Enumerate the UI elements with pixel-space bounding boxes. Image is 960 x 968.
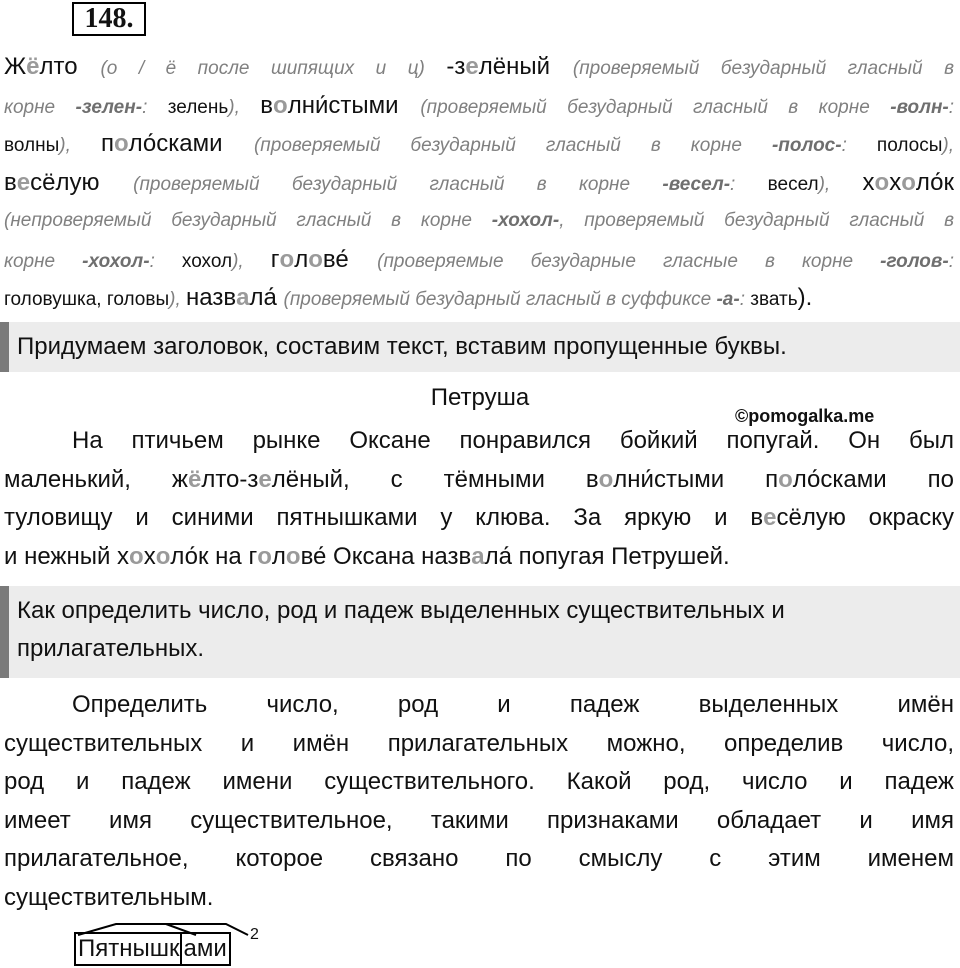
highlight-letter: о [155, 542, 171, 570]
comment: ), [59, 135, 101, 156]
comment: : [739, 289, 751, 310]
comment: , проверяемый безударный гласный в [559, 210, 954, 231]
answer-line: имеет имя существительное, такими признаками обладает и имя [4, 806, 954, 834]
highlight-letter: о [113, 130, 129, 157]
highlight-letter: ё [187, 465, 202, 493]
word-part: г [270, 245, 280, 273]
highlight-letter: о [874, 168, 890, 196]
word-stem: Пятнышк [78, 935, 180, 962]
parsed-word [74, 932, 231, 966]
example-word: в [4, 135, 14, 156]
comment: : [730, 173, 768, 195]
comment-root: -волн- [890, 96, 949, 118]
comment: ), [232, 250, 271, 272]
word-part: х [889, 168, 902, 196]
highlight-letter: а [471, 542, 485, 570]
highlight-letter: а [236, 284, 250, 311]
answer-text [4, 686, 954, 917]
answer-line: род и падеж имени существительного. Какой род, число и падеж [4, 768, 954, 795]
story-line [4, 461, 954, 500]
comment-root: -хохол- [491, 210, 560, 231]
highlight-letter: е [16, 168, 31, 196]
stressed-letter: о [210, 250, 221, 272]
story-line [4, 538, 954, 577]
text-part: сёлую окраску [776, 504, 954, 531]
word-part: лёный [478, 53, 573, 80]
example-word: зв [750, 289, 769, 310]
comment: корне [4, 250, 83, 272]
example-word: гол [4, 289, 32, 310]
text-part: лни́стыми п [613, 465, 779, 493]
parse-superscript: 2 [250, 926, 259, 943]
text-part: ве́ Оксана назв [300, 542, 472, 570]
example-word: вушка, г [42, 289, 114, 310]
answer-line: прилагательное, которое связано по смыслу с этим именем [4, 845, 954, 872]
stressed-letter: о [887, 135, 898, 156]
comment: ), [942, 135, 954, 156]
highlight-letter: о [129, 542, 144, 570]
text-part: лёный, с тёмными в [271, 465, 599, 493]
comment: (проверяемый безударный гласный в корне [133, 173, 663, 195]
word-part: х [862, 168, 875, 196]
banner-line: прилагательных. [17, 635, 205, 662]
comment: : [142, 96, 168, 118]
answer-line: существительным. [4, 883, 214, 911]
comment: (проверяемый безударный гласный в корне [253, 135, 772, 156]
paragraph-line [4, 87, 954, 126]
word-part: ве́ [322, 245, 378, 273]
comment: : [841, 135, 877, 156]
task-banner [0, 322, 960, 372]
highlight-letter: о [308, 245, 323, 273]
text-part: ла́ попугая Петрушей. [484, 542, 730, 570]
comment: : [948, 250, 954, 272]
text-part: х [143, 542, 156, 570]
comment: ), [818, 173, 863, 195]
word-part: ла́ [249, 284, 284, 311]
example-word: п [876, 135, 888, 156]
example-word: в [767, 173, 778, 195]
comment-root: -зелен- [75, 96, 143, 118]
text-part: лто-з [201, 465, 259, 493]
highlight-letter: о [257, 542, 272, 570]
story-line [4, 499, 954, 538]
text-part: и нежный х [4, 542, 130, 570]
banner-text: Придумаем заголовок, составим текст, вставим пропущенные буквы. [17, 333, 787, 360]
highlight-letter: о [778, 465, 793, 493]
highlight-letter: е [465, 53, 479, 80]
stressed-letter: о [113, 289, 124, 310]
word-part: п [100, 130, 114, 157]
comment: : [948, 96, 954, 118]
comment: (проверяемый безударный гласный в [572, 58, 954, 79]
text-part: На птичьем рынке Оксане понравился бойкий попугай. Он был [72, 427, 954, 454]
highlight-letter: о [901, 168, 916, 196]
comment: : [149, 250, 182, 272]
answer-line: Определить число, род и падеж выделенных имён [72, 691, 954, 718]
answer-line: существительных и имён прилагательных можно, определив число, [4, 729, 954, 757]
question-banner [0, 586, 960, 678]
punctuation: ). [797, 284, 813, 311]
comment-root: -а- [716, 289, 740, 310]
comment: (о / ё после шипящих и ц) [100, 58, 447, 79]
paragraph-line [4, 241, 954, 280]
paragraph-line [4, 202, 954, 241]
text-part: туловищу и синими пятнышками у клюва. За яркую и в [4, 504, 764, 531]
stressed-letter: е [777, 173, 789, 195]
word-ending: ами [180, 932, 231, 966]
story-title: Петруша [430, 384, 530, 411]
text-part: ло́к на г [170, 542, 258, 570]
stressed-letter: а [768, 289, 780, 310]
example-word: ть [779, 289, 798, 310]
highlight-letter: о [598, 465, 614, 493]
example-word: л [221, 250, 233, 272]
watermark: ©pomogalka.me [735, 406, 875, 426]
comment: (проверяемые безударные гласные в корне [377, 250, 881, 272]
highlight-letter: о [273, 91, 288, 119]
comment: ), [228, 96, 261, 118]
text-part: ло́сками по [792, 465, 954, 493]
story-text [4, 422, 954, 576]
example-word: з [167, 96, 177, 118]
highlight-letter: е [763, 504, 777, 531]
comment-root: -полос- [771, 135, 842, 156]
example-word: сел [788, 173, 819, 195]
example-word: хох [181, 250, 211, 272]
text-part: л [271, 542, 286, 570]
word-part: лто [39, 53, 101, 80]
comment: ), [169, 289, 187, 310]
paragraph-line [4, 48, 954, 87]
word-part: сёлую [30, 168, 134, 196]
stressed-letter: о [31, 289, 43, 310]
paragraph-line [4, 125, 954, 164]
comment: (проверяемый безударный гласный в суффиксе [283, 289, 717, 310]
paragraph-line [4, 164, 954, 203]
comment-root: -голов- [880, 250, 949, 272]
example-word: лень [186, 96, 229, 118]
exercise-paragraph [4, 48, 954, 318]
example-word: лосы [897, 135, 943, 156]
stressed-letter: о [13, 135, 25, 156]
word-part: ло́к [915, 168, 954, 196]
word-part: Ж [4, 53, 27, 80]
stressed-letter: е [176, 96, 187, 118]
word-part: в [4, 168, 17, 196]
highlight-letter: е [258, 465, 272, 493]
word-part: ло́сками [128, 130, 254, 157]
story-line [4, 422, 954, 461]
comment: корне [4, 96, 76, 118]
comment: (непроверяемый безударный гласный в корне [4, 210, 492, 231]
word-part: лни́стыми [287, 91, 421, 119]
comment-root: -хохол- [82, 250, 150, 272]
example-word: ловы [123, 289, 170, 310]
paragraph-line [4, 279, 954, 318]
comment: (проверяемый безударный гласный в корне [420, 96, 891, 118]
word-part: -з [446, 53, 466, 80]
word-part: назв [186, 284, 237, 311]
word-part: в [260, 91, 274, 119]
banner-line: Как определить число, род и падеж выделенных существительных и [17, 597, 785, 624]
comment-root: -весел- [662, 173, 731, 195]
task-number: 148. [72, 2, 146, 36]
highlight-letter: о [279, 245, 295, 273]
highlight-letter: ё [26, 53, 40, 80]
word-part: л [294, 245, 309, 273]
example-word: лны [24, 135, 60, 156]
highlight-letter: о [285, 542, 301, 570]
text-part: маленький, ж [4, 465, 188, 493]
